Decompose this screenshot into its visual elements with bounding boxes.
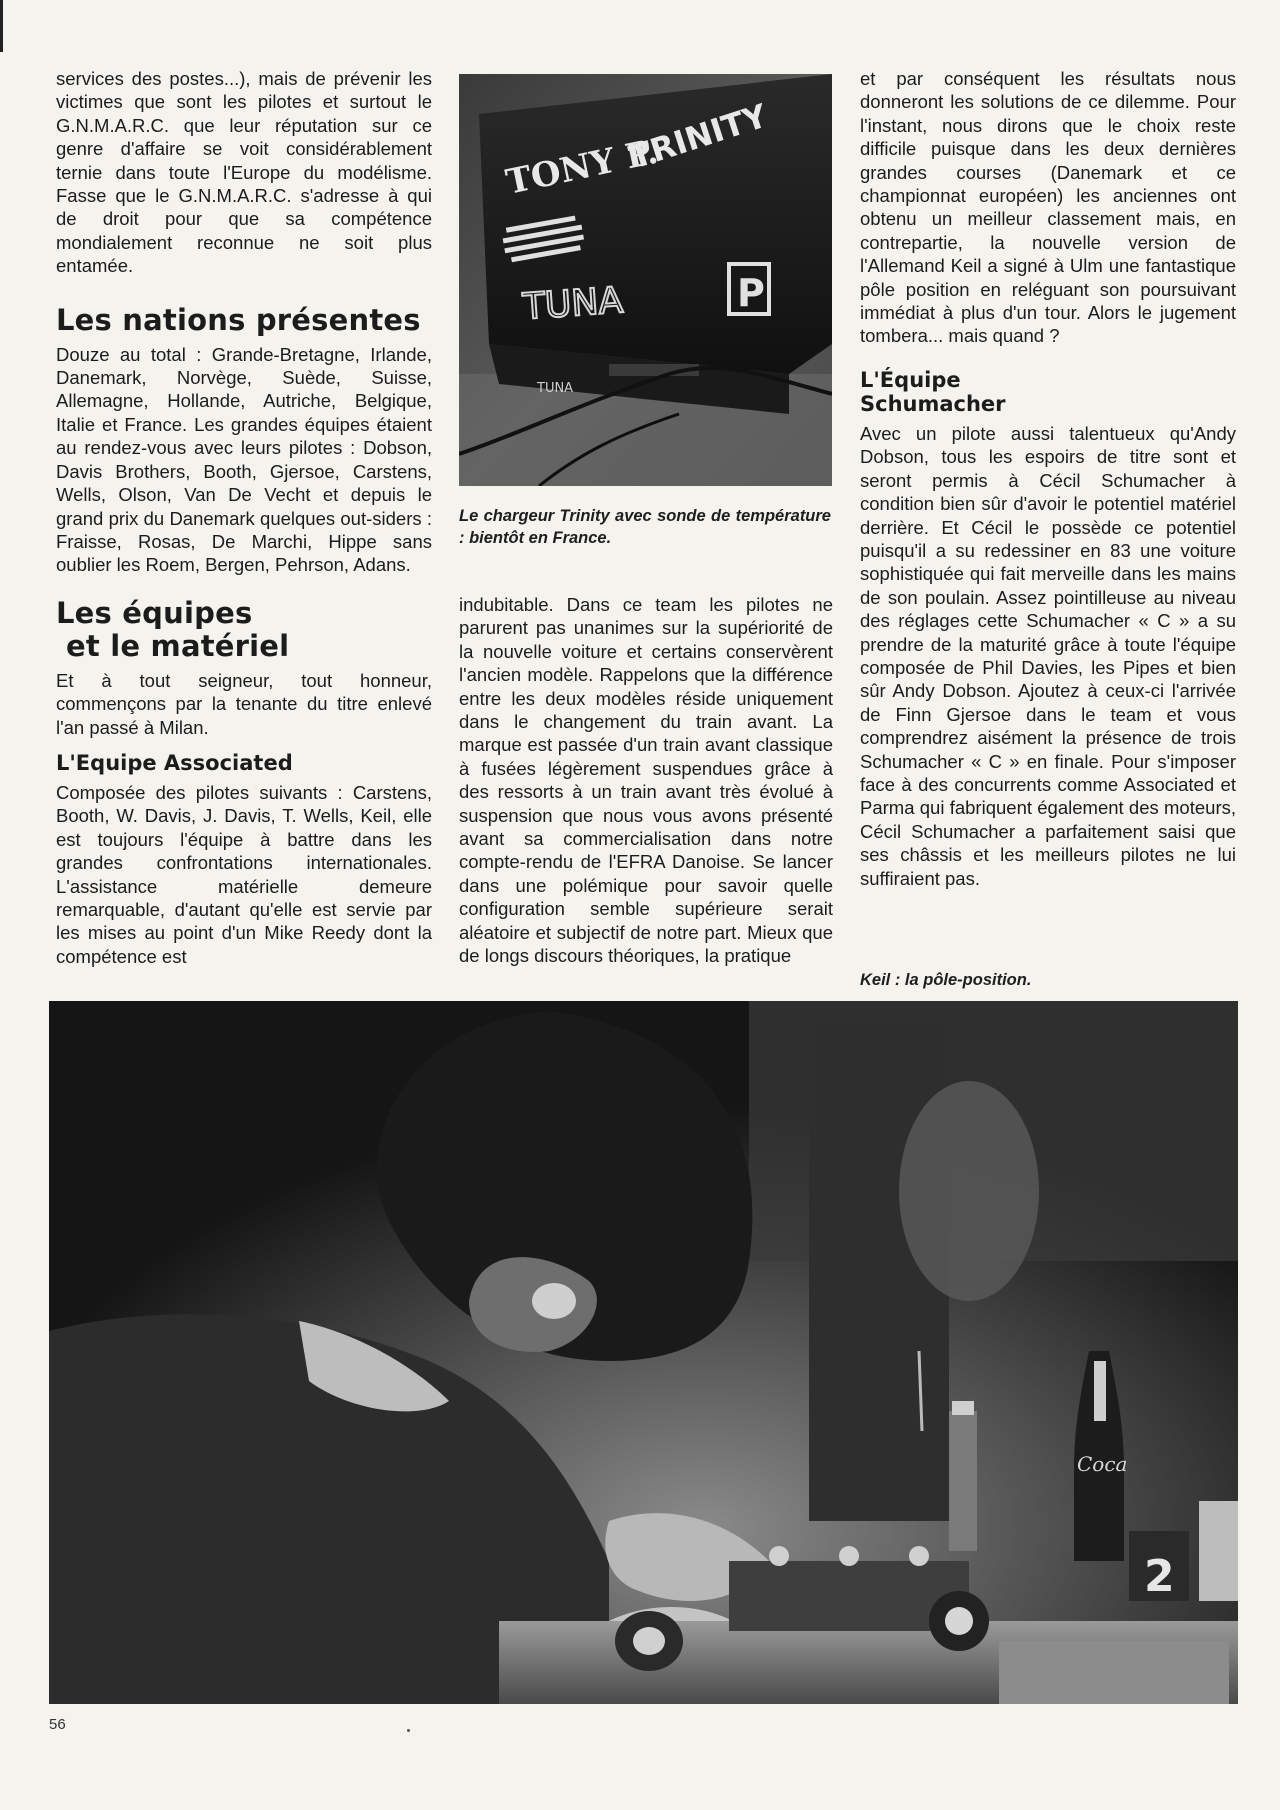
caption-trinity-charger: Le chargeur Trinity avec sonde de température : bientôt en France. — [459, 507, 831, 547]
speck-dot — [407, 1729, 410, 1732]
nations-paragraph: Douze au total : Grande-Bretagne, Irlande, Danemark, Norvège, Suède, Suisse, Allemagne, Hollande, Autriche, Belgique, Italie et France. Les grandes équipes étaient au rendez-vous avec leurs pilotes : Dobson, Davis Brothers, Booth, Gjersoe, Carstens, Wells, Olson, Van De Vecht et depuis le grand prix du Danemark quelques out-siders : Fraisse, Rosas, De Marchi, Hippe sans oublier les Roem, Bergen, Pehrson, Adans. — [56, 343, 432, 576]
page-edge-mark — [0, 0, 3, 52]
column3-intro-paragraph: et par conséquent les résultats nous donneront les solutions de ce dilemme. Pour l'instant, nous dirons que le choix reste difficile puisque dans les deux dernières grandes courses (Danemark et ce championnat européen) les anciennes ont obtenu un meilleur classement mais, en contrepartie, la nouvelle version de l'Allemand Keil a signé à Ulm une fantastique pôle position en reléguant son poursuivant immédiat à plus d'un tour. Alors le jugement tombera... mais quand ? — [860, 68, 1236, 347]
letter-p-text: P — [737, 271, 765, 315]
tuna-logo-text: TUNA — [521, 280, 625, 328]
heading-associated: L'Equipe Associated — [56, 750, 293, 775]
photo-keil-workbench — [49, 1001, 1238, 1704]
heading-equipes-line1: Les équipes — [56, 595, 253, 630]
brand-tony-p-text: TONY P. — [502, 131, 662, 203]
column1-intro-paragraph: services des postes...), mais de prévenir les victimes que sont les pilotes et surtout le G.N.M.A.R.C. que leur réputation sur ce genre d'affaire se voit considérablement ternie dans toute l'Europe du modélisme. Fasse que le G.N.M.A.R.C. s'adresse à qui de droit pour que sa compétence mondialement reconnue ne soit plus entamée. — [56, 68, 432, 277]
bottle-brand-text: Coca — [1077, 1452, 1128, 1476]
heading-equipes — [56, 597, 432, 663]
brand-trinity-text: TRINITY — [624, 96, 772, 177]
equipes-paragraph: Et à tout seigneur, tout honneur, commençons par la tenante du titre enlevé l'an passé à Milan. — [56, 669, 432, 738]
column-3 — [860, 67, 1236, 890]
heading-nations: Les nations présentes — [56, 302, 421, 337]
trinity-charger-image — [459, 74, 832, 486]
workbench-image — [49, 1001, 1238, 1704]
schumacher-paragraph: Avec un pilote aussi talentueux qu'Andy Dobson, tous les espoirs de titre sont et seront permis à Cécil Schumacher à condition bien sûr d'avoir le potentiel matériel derrière. Et Cécil le possède ce potentiel puisqu'il a su redessiner en 83 une voiture sophistiquée qui fait merveille dans les mains de son poulain. Assez pointilleuse au niveau des réglages cette Schumacher « C » a su prendre de la maturité grâce à toute l'équipe composée de Phil Davies, les Pipes et bien sûr Andy Dobson. Ajoutez à ceux-ci l'arrivée de Finn Gjersoe dans le team et vous comprendrez aisément la présence de trois Schumacher « C » en finale. Pour s'imposer face à des concurrents comme Associated et Parma qui fabriquent également des moteurs, Cécil Schumacher a parfaitement saisi que ses châssis et les meilleurs pilotes ne lui suffiraient pas. — [860, 422, 1236, 889]
photo-trinity-charger — [459, 74, 832, 486]
heading-equipes-line2: et le matériel — [66, 628, 290, 663]
column2-paragraph: indubitable. Dans ce team les pilotes ne parurent pas unanimes sur la supériorité de la nouvelle voiture et certains conservèrent l'ancien modèle. Rappelons que la différence entre les deux modèles réside uniquement dans le changement du train avant. La marque est passée d'un train avant classique à fusées légèrement suspendues grâce à des ressorts à un train avant très évolué à suspension que nous vous avons présenté avant sa commercialisation dans notre compte-rendu de l'EFRA Danoise. Se lancer dans une polémique pour savoir quelle configuration semble supérieure serait aléatoire et subjectif de notre part. Mieux que de longs discours théoriques, la pratique — [459, 594, 833, 967]
heading-schumacher-line1: L'Équipe — [860, 367, 961, 392]
car-number-text: 2 — [1144, 1551, 1175, 1602]
caption-keil: Keil : la pôle-position. — [860, 971, 1032, 989]
column-1 — [56, 67, 432, 968]
heading-schumacher — [860, 368, 1236, 416]
column-2 — [459, 593, 833, 968]
heading-schumacher-line2: Schumacher — [860, 391, 1006, 416]
associated-paragraph: Composée des pilotes suivants : Carstens, Booth, W. Davis, J. Davis, T. Wells, Keil, elle est toujours l'équipe à battre dans les grandes confrontations internationales. L'assistance matérielle demeure remarquable, d'autant qu'elle est servie par les mises au point d'un Mike Reedy dont la compétence est — [56, 781, 432, 967]
page-number: 56 — [49, 1716, 66, 1733]
tuna-small-label: TUNA — [537, 381, 574, 396]
